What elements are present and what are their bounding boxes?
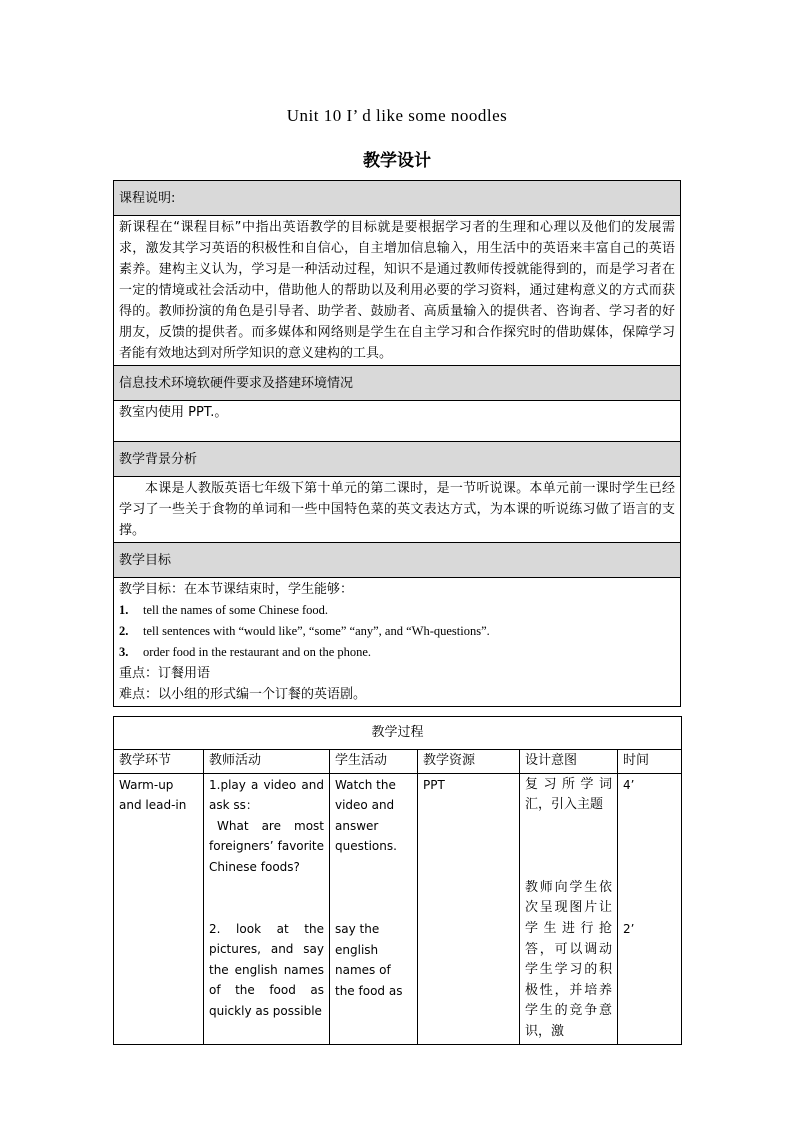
key-point: 重点：订餐用语 <box>119 666 211 681</box>
objectives-body <box>114 578 681 707</box>
environment-body: 教室内使用 PPT.。 <box>114 401 681 442</box>
student-activity-1: Watch the video and answer questions. <box>335 777 397 854</box>
objective-item <box>119 642 675 663</box>
time-2: 2’ <box>623 922 635 937</box>
environment-heading: 信息技术环境软硬件要求及搭建环境情况 <box>114 366 681 401</box>
student-activity-cell <box>330 773 418 1044</box>
column-header-resource: 教学资源 <box>418 750 520 774</box>
student-activity-2: say the english names of the food as <box>335 921 403 998</box>
course-desc-body: 新课程在“课程目标”中指出英语教学的目标就是要根据学习者的生理和心理以及他们的发展需求，激发其学习英语的积极性和自信心，自主增加信息输入，用生活中的英语来丰富自己的英语素养。建构主义认为，学习是一种活动过程，知识不是通过教师传授就能得到的，而是学习者在一定的情境或社会活动中，借助他人的帮助以及利用必要的学习资料，通过建构意义的方式而获得的。教师扮演的角色是引导者、助学者、鼓励者、高质量输入的提供者、咨询者、学习者的好朋友，反馈的提供者。而多媒体和网络则是学生在自主学习和合作探究时的借助媒体，保障学习者能有效地达到对所学知识的意义建构的工具。 <box>114 216 681 366</box>
objectives-intro: 教学目标：在本节课结束时，学生能够： <box>119 582 354 597</box>
design-intent-cell <box>520 773 618 1044</box>
teaching-process-table <box>113 716 682 1045</box>
column-header-stage: 教学环节 <box>114 750 204 774</box>
course-desc-heading: 课程说明: <box>114 181 681 216</box>
background-heading: 教学背景分析 <box>114 442 681 477</box>
stage-cell: Warm-up and lead-in <box>114 773 204 1044</box>
objective-text: tell the names of some Chinese food. <box>143 603 329 617</box>
objective-text: order food in the restaurant and on the phone. <box>143 645 372 659</box>
objective-number: 2. <box>119 624 129 638</box>
course-info-table <box>113 180 681 707</box>
teacher-activity-cell <box>204 773 330 1044</box>
design-intent-2: 教师向学生依次呈现图片让学生进行抢答，可以调动学生学习的积极性，并培养学生的竞争意识，激 <box>525 879 612 1039</box>
document-title: Unit 10 I’ d like some noodles <box>286 106 508 125</box>
column-header-intent: 设计意图 <box>520 750 618 774</box>
teacher-activity-1-question: What are most foreigners’ favorite Chinese foods? <box>209 818 324 874</box>
objectives-heading: 教学目标 <box>114 543 681 578</box>
document-subtitle: 教学设计 <box>363 151 431 171</box>
teacher-activity-1: 1.play a video and ask ss： <box>209 777 324 813</box>
objective-number: 1. <box>119 603 129 617</box>
difficulty-point: 难点：以小组的形式编一个订餐的英语剧。 <box>119 687 367 702</box>
time-cell <box>618 773 682 1044</box>
column-header-student: 学生活动 <box>330 750 418 774</box>
time-1: 4’ <box>623 777 635 792</box>
process-title: 教学过程 <box>114 717 682 750</box>
design-intent-1: 复习所学词汇，引入主题 <box>525 776 612 813</box>
teacher-activity-2: 2. look at the pictures, and say the english names of the food as quickly as possible <box>209 921 324 1018</box>
resource-cell: PPT <box>418 773 520 1044</box>
background-body: 本课是人教版英语七年级下第十单元的第二课时，是一节听说课。本单元前一课时学生已经学习了一些关于食物的单词和一些中国特色菜的英文表达方式，为本课的听说练习做了语言的支撑。 <box>114 477 681 543</box>
column-header-time: 时间 <box>618 750 682 774</box>
objective-text: tell sentences with “would like”, “some” “any”, and “Wh-questions”. <box>143 624 490 638</box>
objective-item <box>119 600 675 621</box>
objective-number: 3. <box>119 645 129 659</box>
column-header-teacher: 教师活动 <box>204 750 330 774</box>
objective-item <box>119 621 675 642</box>
